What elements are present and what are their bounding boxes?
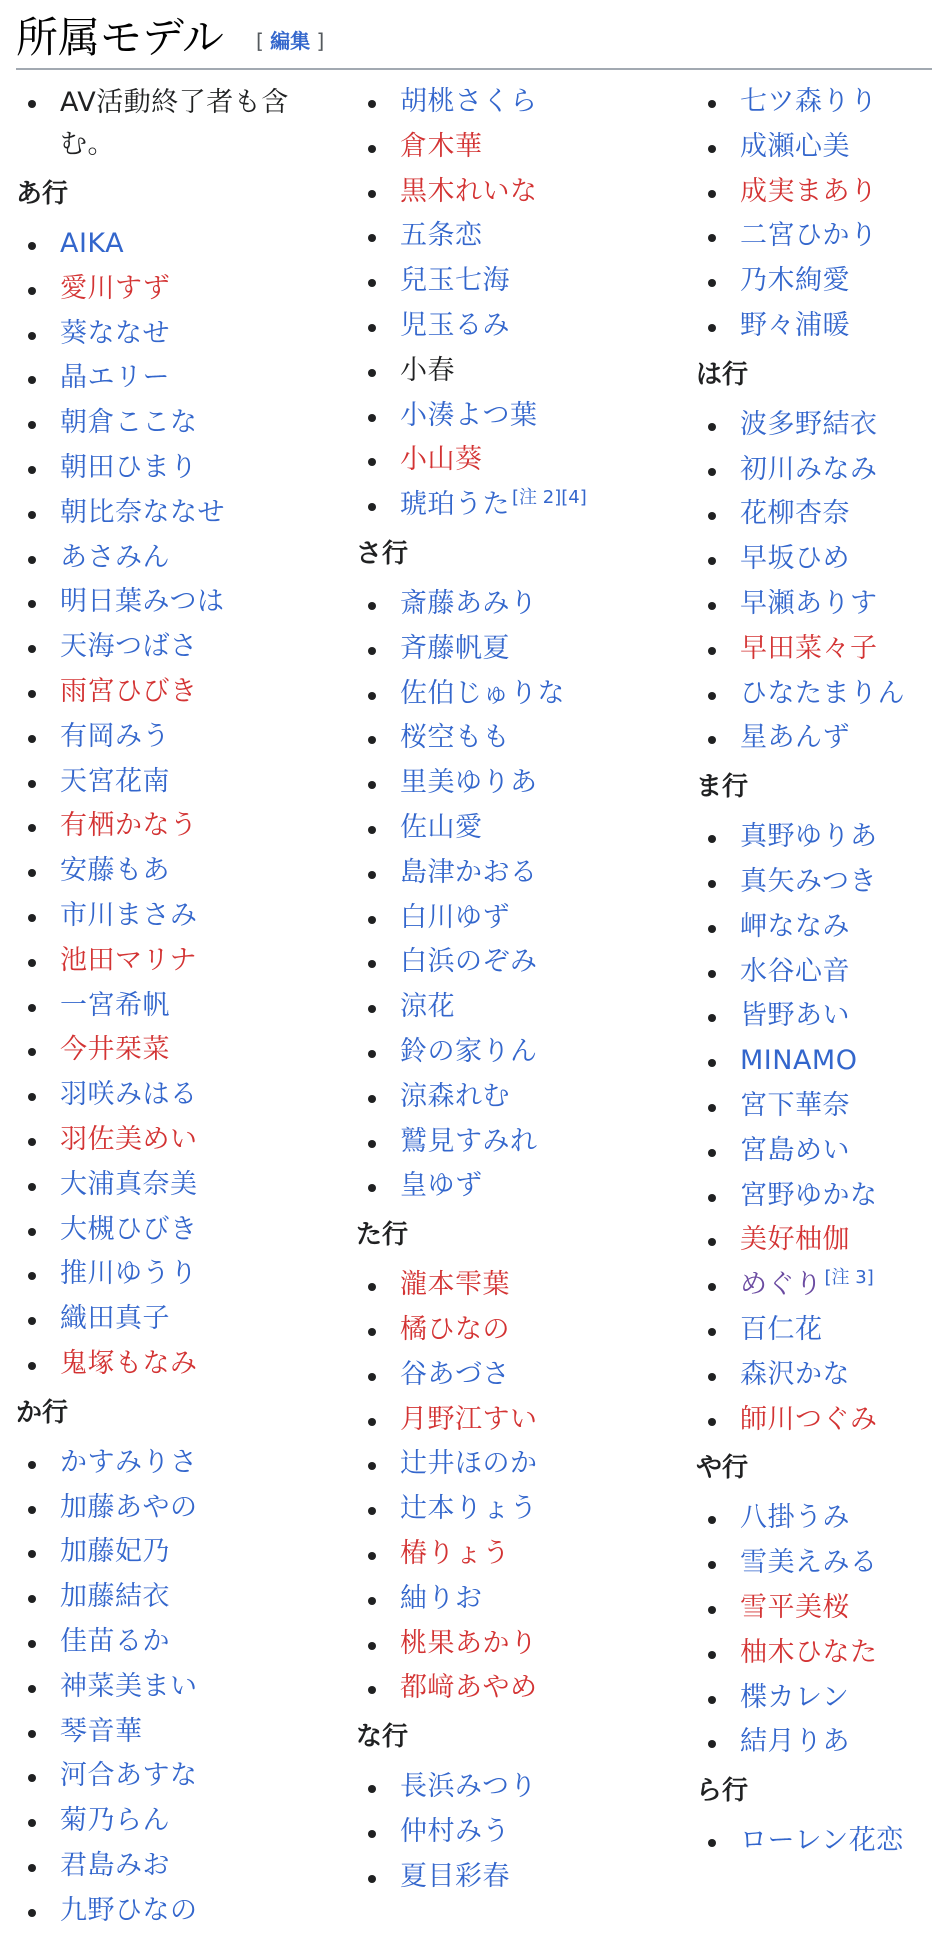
list-item xyxy=(356,987,686,1032)
list-item xyxy=(16,1577,316,1622)
list-item xyxy=(16,851,316,896)
edit-link[interactable]: 編集 xyxy=(270,29,311,53)
model-name-link[interactable]: 佐山愛 xyxy=(400,811,483,843)
list-note xyxy=(16,82,316,170)
model-name-link[interactable]: 辻井ほのか xyxy=(400,1448,538,1480)
list-item xyxy=(16,986,316,1031)
list-item xyxy=(356,1534,686,1579)
model-list xyxy=(16,1443,316,1936)
model-list xyxy=(356,584,686,1211)
model-name-link[interactable]: 宮野ゆかな xyxy=(740,1179,878,1211)
list-item xyxy=(16,448,316,493)
model-name-link[interactable]: 夏目彩春 xyxy=(400,1860,510,1892)
model-name-link[interactable]: 楪カレン xyxy=(740,1681,850,1713)
model-name-link[interactable]: 柚木ひなた xyxy=(740,1636,878,1668)
list-item xyxy=(696,718,932,763)
model-name-link[interactable]: 雪美えみる xyxy=(740,1547,878,1579)
list-item xyxy=(16,493,316,538)
list-item xyxy=(16,1165,316,1210)
list-item xyxy=(16,1254,316,1299)
model-name-link[interactable]: 二宮ひかり xyxy=(740,220,878,252)
list-item xyxy=(356,1767,686,1812)
section-title: 所属モデル xyxy=(16,13,224,62)
group-heading: あ行 xyxy=(16,179,69,209)
list-item xyxy=(16,582,316,627)
list-item xyxy=(16,224,316,269)
list-item xyxy=(356,1444,686,1489)
list-item xyxy=(356,396,686,441)
model-name-link[interactable]: 朝比奈ななせ xyxy=(60,496,225,528)
model-name-link[interactable]: 天海つばさ xyxy=(60,631,198,663)
model-name-link[interactable]: 瀧本雫葉 xyxy=(400,1269,510,1301)
model-name-link[interactable]: AIKA xyxy=(60,228,125,259)
model-name-link[interactable]: 谷あづさ xyxy=(400,1358,510,1390)
model-name-link[interactable]: 島津かおる xyxy=(400,856,538,888)
list-item xyxy=(356,718,686,763)
list-item xyxy=(696,172,932,217)
model-name-link[interactable]: 鷲見すみれ xyxy=(400,1125,538,1157)
list-item xyxy=(16,1846,316,1891)
list-item xyxy=(16,1299,316,1344)
list-item xyxy=(16,1030,316,1075)
list-item xyxy=(16,896,316,941)
list-item xyxy=(356,898,686,943)
list-item xyxy=(16,1622,316,1667)
model-name-link[interactable]: 初川みなみ xyxy=(740,453,878,485)
list-item xyxy=(16,1801,316,1846)
list-item xyxy=(16,1443,316,1488)
list-item xyxy=(356,1489,686,1534)
model-name-link[interactable]: 斎藤あみり xyxy=(400,587,538,619)
list-item xyxy=(356,1812,686,1857)
list-item xyxy=(696,261,932,306)
model-name-link[interactable]: 五条恋 xyxy=(400,220,483,252)
model-name-link[interactable]: 愛川すず xyxy=(60,272,171,304)
model-list xyxy=(356,82,686,530)
edit-bracket-close: ] xyxy=(316,29,325,53)
model-name-link[interactable]: 野々浦暖 xyxy=(740,309,850,341)
list-item xyxy=(696,82,932,127)
list-item xyxy=(696,450,932,495)
model-name-link[interactable]: 菊乃らん xyxy=(60,1805,170,1837)
model-name-link[interactable]: 佐伯じゅりな xyxy=(400,677,565,709)
model-name-link[interactable]: 雪平美桜 xyxy=(740,1591,850,1623)
model-name-link[interactable]: 一宮希帆 xyxy=(60,989,170,1021)
list-item xyxy=(356,808,686,853)
list-item xyxy=(16,672,316,717)
list-item xyxy=(696,584,932,629)
model-name-link[interactable]: 宮下華奈 xyxy=(740,1089,850,1121)
list-item xyxy=(356,1355,686,1400)
model-name-link[interactable]: 涼森れむ xyxy=(400,1080,510,1112)
model-name-link[interactable]: 真野ゆりあ xyxy=(740,821,878,853)
list-item xyxy=(16,1120,316,1165)
model-name-link[interactable]: めぐり xyxy=(740,1269,823,1301)
model-list xyxy=(16,224,316,1389)
list-item xyxy=(356,172,686,217)
list-item xyxy=(356,674,686,719)
group-heading: ま行 xyxy=(696,772,749,803)
list-item xyxy=(696,996,932,1041)
list-item xyxy=(696,127,932,172)
model-name-link[interactable]: 九野ひなの xyxy=(60,1894,198,1926)
list-item xyxy=(696,1265,932,1310)
model-name-link[interactable]: 花柳杏奈 xyxy=(740,498,850,530)
list-item xyxy=(696,1220,932,1265)
model-name-text: 小春 xyxy=(400,354,455,386)
model-name-link[interactable]: 仲村みう xyxy=(400,1815,510,1847)
model-name-link[interactable]: 紬りお xyxy=(400,1582,483,1614)
list-item xyxy=(356,127,686,172)
model-name-link[interactable]: 加藤結衣 xyxy=(60,1581,170,1613)
model-name-link[interactable]: 師川つぐみ xyxy=(740,1403,878,1435)
list-item xyxy=(696,1310,932,1355)
model-name-text: AV活動終了者も含む。 xyxy=(60,87,289,160)
model-name-link[interactable]: 斉藤帆夏 xyxy=(400,632,510,664)
reference-link[interactable]: [注 2][4] xyxy=(512,487,587,509)
list-item xyxy=(16,1075,316,1120)
model-name-link[interactable]: 推川ゆうり xyxy=(60,1258,198,1290)
model-list xyxy=(696,1821,932,1866)
list-item xyxy=(696,1086,932,1131)
model-name-link[interactable]: 織田真子 xyxy=(60,1303,170,1335)
list-item xyxy=(356,763,686,808)
list-item xyxy=(356,942,686,987)
list-item xyxy=(696,494,932,539)
model-name-link[interactable]: 長浜みつり xyxy=(400,1771,537,1803)
list-item xyxy=(696,952,932,997)
list-item xyxy=(696,1498,932,1543)
model-name-link[interactable]: 早瀬ありす xyxy=(740,587,878,619)
list-item xyxy=(16,762,316,807)
list-item xyxy=(696,1543,932,1588)
model-list xyxy=(696,817,932,1444)
list-item xyxy=(356,853,686,898)
model-name-link[interactable]: 百仁花 xyxy=(740,1313,823,1345)
model-name-link[interactable]: 波多野結衣 xyxy=(740,408,878,440)
model-name-link[interactable]: 小山葵 xyxy=(400,444,483,476)
model-name-link[interactable]: 大槻ひびき xyxy=(60,1213,198,1245)
model-name-link[interactable]: 涼花 xyxy=(400,991,455,1023)
model-name-link[interactable]: 乃木絢愛 xyxy=(740,265,850,297)
list-item xyxy=(16,1667,316,1712)
list-item xyxy=(356,1579,686,1624)
list-item xyxy=(356,440,686,485)
list-item xyxy=(356,351,686,396)
model-name-link[interactable]: 今井栞菜 xyxy=(60,1034,170,1066)
list-item xyxy=(696,1041,932,1086)
model-name-link[interactable]: 羽咲みはる xyxy=(60,1079,198,1111)
section-heading xyxy=(16,8,932,70)
list-item xyxy=(696,216,932,261)
list-item xyxy=(696,817,932,862)
model-name-link[interactable]: 岬ななみ xyxy=(740,910,850,942)
list-item xyxy=(356,306,686,351)
edit-section xyxy=(256,28,324,54)
list-item xyxy=(356,1857,686,1902)
model-name-link[interactable]: 佳苗るか xyxy=(60,1625,170,1657)
list-item xyxy=(696,1722,932,1767)
model-name-link[interactable]: 朝田ひまり xyxy=(60,451,198,483)
model-name-link[interactable]: 市川まさみ xyxy=(60,899,198,931)
group-heading: さ行 xyxy=(356,538,409,569)
model-name-link[interactable]: 結月りあ xyxy=(740,1726,850,1758)
model-name-link[interactable]: 水谷心音 xyxy=(740,955,850,987)
model-name-link[interactable]: 美好柚伽 xyxy=(740,1224,850,1256)
list-item xyxy=(356,1166,686,1211)
list-item xyxy=(16,1532,316,1577)
list-item xyxy=(16,403,316,448)
list-item xyxy=(16,806,316,851)
model-name-link[interactable]: 桜空もも xyxy=(400,722,510,754)
model-name-link[interactable]: MINAMO xyxy=(740,1045,858,1077)
model-name-link[interactable]: 小湊よつ葉 xyxy=(400,399,538,431)
model-name-link[interactable]: かすみりさ xyxy=(60,1446,198,1478)
list-item xyxy=(696,674,932,719)
model-name-link[interactable]: 八掛うみ xyxy=(740,1502,850,1534)
model-name-link[interactable]: 雨宮ひびき xyxy=(60,675,198,707)
model-name-link[interactable]: 白浜のぞみ xyxy=(400,946,538,978)
model-list xyxy=(16,82,316,170)
list-item xyxy=(356,1624,686,1669)
group-heading: か行 xyxy=(16,1397,69,1428)
model-name-link[interactable]: 都﨑あやめ xyxy=(400,1672,538,1704)
list-item xyxy=(356,1032,686,1077)
list-item xyxy=(696,907,932,952)
model-list xyxy=(696,405,932,763)
reference-link[interactable]: [注 3] xyxy=(824,1267,874,1289)
list-item xyxy=(16,314,316,359)
list-item xyxy=(356,584,686,629)
list-item xyxy=(356,261,686,306)
list-item xyxy=(356,216,686,261)
list-item xyxy=(696,1588,932,1633)
model-name-link[interactable]: 辻本りょう xyxy=(400,1493,538,1525)
list-item xyxy=(16,1891,316,1936)
edit-bracket-open: [ xyxy=(256,29,264,53)
model-name-link[interactable]: 早坂ひめ xyxy=(740,543,850,575)
model-name-link[interactable]: 月野江すい xyxy=(400,1403,538,1435)
list-item xyxy=(696,405,932,450)
model-name-link[interactable]: 有岡みう xyxy=(60,720,170,752)
model-name-link[interactable]: 君島みお xyxy=(60,1849,170,1881)
list-item xyxy=(356,1668,686,1713)
list-item xyxy=(696,1400,932,1445)
model-name-link[interactable]: 有栖かなう xyxy=(60,810,198,842)
model-name-link[interactable]: 安藤もあ xyxy=(60,855,170,887)
model-name-link[interactable]: ひなたまりん xyxy=(740,677,905,709)
model-name-link[interactable]: 朝倉ここな xyxy=(60,407,198,439)
list-item xyxy=(356,1310,686,1355)
list-item xyxy=(16,941,316,986)
model-name-link[interactable]: あさみん xyxy=(60,541,170,573)
model-name-link[interactable]: 大浦真奈美 xyxy=(60,1168,198,1200)
model-column-1 xyxy=(16,82,316,1935)
model-column-2 xyxy=(356,82,686,1901)
list-item xyxy=(696,1633,932,1678)
list-item xyxy=(16,717,316,762)
list-item xyxy=(16,538,316,583)
list-item xyxy=(696,629,932,674)
list-item xyxy=(16,1344,316,1389)
model-name-link[interactable]: 椿りょう xyxy=(400,1537,510,1569)
list-item xyxy=(16,1488,316,1533)
model-name-link[interactable]: 羽佐美めい xyxy=(60,1123,198,1155)
model-list xyxy=(696,82,932,351)
model-name-link[interactable]: 神菜美まい xyxy=(60,1670,198,1702)
list-item xyxy=(16,269,316,314)
model-name-link[interactable]: 里美ゆりあ xyxy=(400,767,538,799)
model-list xyxy=(356,1265,686,1713)
group-heading: は行 xyxy=(696,359,749,390)
model-name-link[interactable]: 河合あすな xyxy=(60,1760,198,1792)
list-item xyxy=(696,539,932,584)
list-item xyxy=(696,1821,932,1866)
model-name-link[interactable]: 星あんず xyxy=(740,722,850,754)
list-item xyxy=(696,1678,932,1723)
list-item xyxy=(16,1210,316,1255)
list-item xyxy=(16,1756,316,1801)
model-name-link[interactable]: 七ツ森りり xyxy=(740,86,878,117)
model-name-link[interactable]: 宮島めい xyxy=(740,1134,850,1166)
list-item xyxy=(356,485,686,530)
model-name-link[interactable]: 児玉るみ xyxy=(400,309,510,341)
list-item xyxy=(16,1712,316,1757)
list-item xyxy=(16,358,316,403)
list-item xyxy=(356,1122,686,1167)
model-name-link[interactable]: 兒玉七海 xyxy=(400,265,510,297)
list-item xyxy=(356,1400,686,1445)
model-name-link[interactable]: 皆野あい xyxy=(740,1000,850,1032)
group-heading: な行 xyxy=(356,1722,409,1753)
model-name-link[interactable]: 明日葉みつは xyxy=(60,586,225,618)
list-item xyxy=(356,1265,686,1310)
model-name-link[interactable]: 早田菜々子 xyxy=(740,632,878,664)
model-name-link[interactable]: 加藤妃乃 xyxy=(60,1536,170,1568)
model-name-link[interactable]: 鈴の家りん xyxy=(400,1035,538,1067)
model-name-link[interactable]: 葵ななせ xyxy=(60,317,170,349)
model-name-link[interactable]: 橘ひなの xyxy=(400,1313,510,1345)
model-list xyxy=(356,1767,686,1901)
model-name-link[interactable]: 天宮花南 xyxy=(60,765,170,797)
model-name-link[interactable]: 森沢かな xyxy=(740,1358,850,1390)
model-name-link[interactable]: 白川ゆず xyxy=(400,901,510,933)
model-name-link[interactable]: 鬼塚もなみ xyxy=(60,1347,198,1379)
model-column-3 xyxy=(696,82,932,1866)
model-name-link[interactable]: 皇ゆず xyxy=(400,1170,483,1202)
list-item xyxy=(696,1355,932,1400)
model-name-link[interactable]: 成瀬心美 xyxy=(740,130,850,162)
group-heading: ら行 xyxy=(696,1776,749,1807)
list-item xyxy=(356,1077,686,1122)
model-name-link[interactable]: 黒木れいな xyxy=(400,175,538,207)
group-heading: た行 xyxy=(356,1220,409,1251)
list-item xyxy=(356,82,686,127)
model-name-link[interactable]: 倉木華 xyxy=(400,130,483,162)
model-name-link[interactable]: 加藤あやの xyxy=(60,1491,198,1523)
list-item xyxy=(356,629,686,674)
model-name-link[interactable]: 池田マリナ xyxy=(60,944,197,976)
model-name-link[interactable]: 成実まあり xyxy=(740,175,878,207)
list-item xyxy=(696,306,932,351)
model-name-link[interactable]: 胡桃さくら xyxy=(400,86,538,117)
model-name-link[interactable]: 琥珀うた xyxy=(400,489,510,521)
model-name-link[interactable]: 晶エリー xyxy=(60,362,170,394)
list-item xyxy=(696,1131,932,1176)
model-name-link[interactable]: 琴音華 xyxy=(60,1715,143,1747)
model-name-link[interactable]: ローレン花恋 xyxy=(740,1825,904,1857)
model-name-link[interactable]: 桃果あかり xyxy=(400,1627,538,1659)
model-name-link[interactable]: 真矢みつき xyxy=(740,865,877,897)
list-item xyxy=(696,1176,932,1221)
group-heading: や行 xyxy=(696,1453,749,1484)
list-item xyxy=(696,862,932,907)
list-item xyxy=(16,627,316,672)
model-list xyxy=(696,1498,932,1767)
